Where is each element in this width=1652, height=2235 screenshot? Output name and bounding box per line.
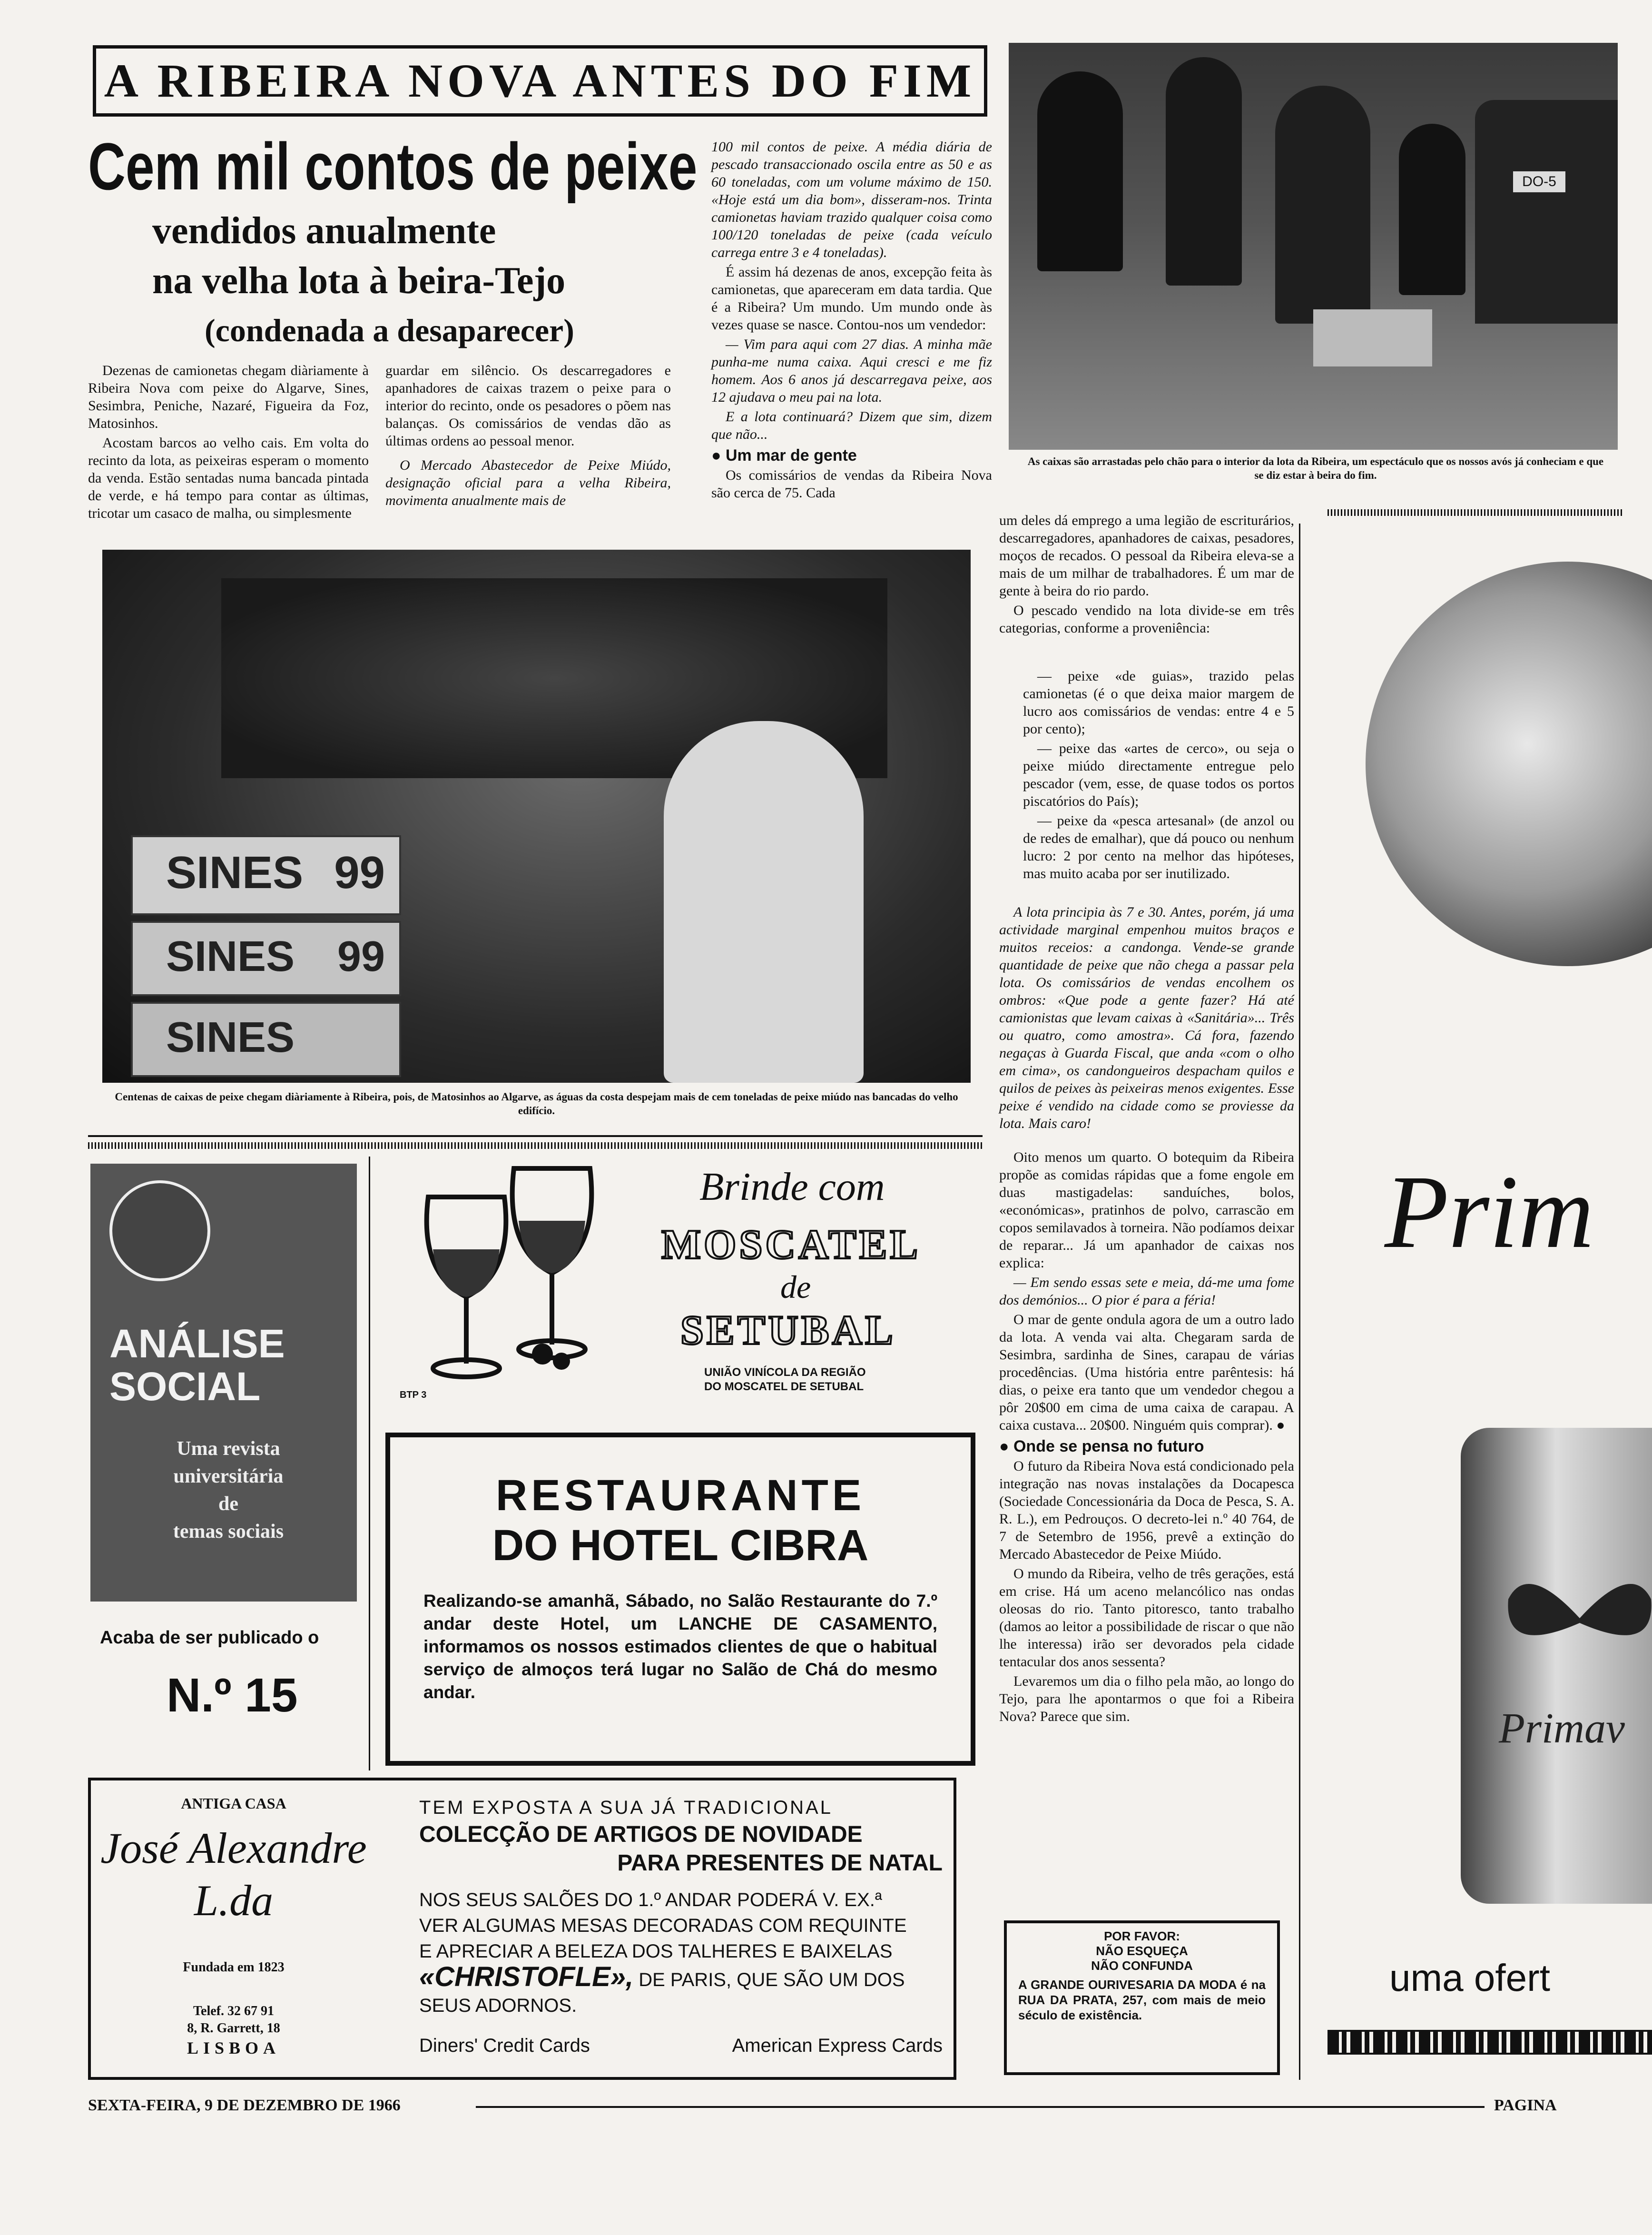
subheading-futuro: ● Onde se pensa no futuro <box>999 1437 1204 1455</box>
union-text-1: UNIÃO VINÍCOLA DA REGIÃO <box>704 1366 866 1379</box>
jose-left-panel <box>100 1790 367 2058</box>
section-banner <box>93 45 987 117</box>
jose-antiga: ANTIGA CASA <box>181 1795 286 1812</box>
headline-sub1: vendidos anualmente <box>152 210 496 252</box>
article-paragraph: E a lota continuará? Dizem que sim, dizem que não... <box>711 409 992 442</box>
jose-logo: José Alexandre L.da <box>100 1824 367 1925</box>
footer-rule <box>476 2106 1485 2108</box>
crate-label: SINES <box>166 1014 295 1061</box>
rule-line <box>88 1135 983 1137</box>
union-text-2: DO MOSCATEL DE SETUBAL <box>704 1380 864 1393</box>
seal-icon <box>109 1180 210 1281</box>
article-col2 <box>385 362 671 511</box>
article-col1 <box>88 362 369 524</box>
cover-line: de <box>218 1493 238 1515</box>
banner-text: A RIBEIRA NOVA ANTES DO FIM <box>104 54 976 107</box>
jose-line: TEM EXPOSTA A SUA JÁ TRADICIONAL <box>419 1797 833 1818</box>
ad-primavera <box>1328 524 1652 2089</box>
cover-line: temas sociais <box>173 1521 284 1543</box>
crowd-shape <box>1037 71 1123 271</box>
christofle-brand: «CHRISTOFLE», <box>419 1961 634 1992</box>
article-col3 <box>711 138 992 504</box>
crowd-shape <box>1275 86 1370 324</box>
photo-fish-market <box>102 550 971 1083</box>
jose-city: LISBOA <box>187 2038 281 2057</box>
column-divider <box>369 1157 370 1770</box>
woman-figure <box>664 721 864 1083</box>
truck-shape <box>1475 100 1618 324</box>
headline-sub2: na velha lota à beira-Tejo <box>152 260 566 302</box>
photo-lota-floor <box>1009 43 1618 450</box>
issue-number: N.º 15 <box>167 1669 298 1722</box>
bottle-label: Primav <box>1499 1705 1625 1752</box>
jose-line: COLECÇÃO DE ARTIGOS DE NOVIDADE <box>419 1822 863 1847</box>
jose-line-tail: DE PARIS, QUE SÃO UM DOS <box>633 1969 905 1990</box>
cibra-body: Realizando-se amanhã, Sábado, no Salão Restaurante do 7.º andar deste Hotel, um LANCHE DE CASAMENTO, informamos os nossos estimados clientes de que o habitual serviço de almoços terá lugar no Salão de Chá do mesmo andar. <box>423 1591 937 1702</box>
jose-telef: Telef. 32 67 91 <box>193 2004 275 2018</box>
butterfly-icon <box>1499 1561 1652 1675</box>
primavera-script: Prim <box>1385 1154 1594 1270</box>
cibra-title-2: DO HOTEL CIBRA <box>492 1521 869 1570</box>
crate <box>131 1002 401 1077</box>
magazine-cover <box>90 1164 357 1602</box>
cover-line: Uma revista <box>177 1438 280 1460</box>
subheading-mar-de-gente: ● Um mar de gente <box>711 446 857 465</box>
moscatel-name: MOSCATEL <box>661 1222 921 1268</box>
jose-address: 8, R. Garrett, 18 <box>187 2021 280 2036</box>
list-item: — peixe «de guias», trazido pelas camionetas (é o que deixa maior margem de lucro aos comissários de vendas: entre 4 e 5 por cento); <box>1023 668 1294 737</box>
footer-page: PAGINA <box>1494 2097 1557 2114</box>
article-paragraph: O Mercado Abastecedor de Peixe Miúdo, designação oficial para a velha Ribeira, movimenta anualmente mais de <box>385 457 671 508</box>
diners-card: Diners' Credit Cards <box>419 2035 590 2056</box>
jose-line: E APRECIAR A BELEZA DOS TALHERES E BAIXELAS <box>419 1941 893 1962</box>
article-col4 <box>999 512 1294 1727</box>
article-paragraph: Dezenas de camionetas chegam diàriamente à Ribeira Nova com peixe do Algarve, Sines, Sesimbra, Peniche, Nazaré, Figueira da Foz, Matosinhos. <box>88 363 369 431</box>
oferta-text: uma ofert <box>1389 1957 1550 1999</box>
crate-label: SINES <box>166 933 295 980</box>
published-text: Acaba de ser publicado o <box>100 1628 319 1648</box>
cover-line: universitária <box>173 1465 284 1487</box>
jose-line: SEUS ADORNOS. <box>419 1995 577 2016</box>
crowd-shape <box>1166 57 1242 286</box>
ad-analise-social <box>90 1164 362 1768</box>
photo-caption-main: Centenas de caixas de peixe chegam diàriamente à Ribeira, pois, de Matosinhos ao Algarve, as águas da costa despejam mais de cem toneladas de peixe miúdo nas bancadas do velho edifício. <box>115 1091 958 1117</box>
rule-hatch <box>88 1142 983 1149</box>
ouriv-body: A GRANDE OURIVESARIA DA MODA é na RUA DA PRATA, 257, com mais de meio século de existência. <box>1018 1978 1266 2022</box>
list-item: — peixe da «pesca artesanal» (de anzol ou de redes de emalhar), que dá pouco ou nenhum lucro: 2 por cento na melhor das hipóteses, mas muito acaba por ser inutilizado. <box>1023 813 1294 881</box>
wine-glasses-icon <box>400 1154 619 1383</box>
article-paragraph: É assim há dezenas de anos, excepção feita às camionetas, que apareceram em data tardia. Que é a Ribeira? Um mundo. Um mundo onde às vezes quase se nasce. Contou-nos um vendedor: <box>711 264 992 333</box>
model-portrait <box>1366 562 1652 966</box>
ouriv-line: NÃO CONFUNDA <box>1091 1958 1193 1973</box>
footer-date: SEXTA-FEIRA, 9 DE DEZEMBRO DE 1966 <box>88 2097 401 2114</box>
cover-title-2: SOCIAL <box>109 1364 261 1409</box>
ouriv-line: NÃO ESQUEÇA <box>1096 1944 1188 1958</box>
jose-line: PARA PRESENTES DE NATAL <box>617 1850 943 1876</box>
article-paragraph: O futuro da Ribeira Nova está condicionado pela integração nas novas instalações da Docapesca (Sociedade Concessionária da Doca de Pesca, S. A. R. L.), em Pedrouços. O decreto-lei n.º 40 764, de 7 de Setembro de 1956, prevê a extinção do Mercado Abastecedor de Peixe Miúdo. <box>999 1458 1294 1562</box>
jose-line: NOS SEUS SALÕES DO 1.º ANDAR PODERÁ V. EX.ª <box>419 1889 882 1910</box>
ad-jose-alexandre <box>88 1778 956 2080</box>
article-paragraph: A lota principia às 7 e 30. Antes, porém, já uma actividade marginal empenhou muitos braços e muitos receios: a candonga. Vende-se grande quantidade de peixe que não chega a passar pela lota. Os comissários de vendas encolhem os ombros: «Que pode a gente fazer? Há até camionistas que levam caixas à «Sanitária»... Três ou quatro, como amostra». Cá fora, fazendo negaças à Guarda Fiscal, que anda «com o olho em cima», os candongueiros despacham quilos e quilos de peixes às peixeiras menos exigentes. Esse peixe é vendido na cidade como se proviesse da lota. Mais caro! <box>999 904 1294 1131</box>
brinde-text: Brinde com <box>699 1165 885 1209</box>
card-row <box>419 2033 943 2058</box>
greek-key-border <box>1328 2030 1652 2055</box>
truck-plate: DO-5 <box>1513 171 1565 192</box>
article-paragraph: — Em sendo essas sete e meia, dá-me uma fome dos demónios... O pior é para a féria! <box>999 1275 1294 1308</box>
article-paragraph: Oito menos um quarto. O botequim da Ribeira propõe as comidas rápidas que a fome engole em duas mastigadelas: sanduíches, bolos, «económicas», pratinhos de polvo, carrascão em copos semilavados à torneira. Não podíamos deixar de reparar... Já um apanhador de caixas nos explica: <box>999 1149 1294 1271</box>
ouriv-line: POR FAVOR: <box>1104 1929 1180 1943</box>
perfume-bottle <box>1461 1428 1652 1904</box>
moscatel-de: de <box>780 1269 811 1305</box>
crate <box>131 835 401 915</box>
moscatel-setubal: SETUBAL <box>680 1307 896 1354</box>
jose-fundada: Fundada em 1823 <box>183 1960 285 1975</box>
rule-hatch <box>1328 509 1622 516</box>
crowd-shape <box>1399 124 1465 295</box>
jose-line: VER ALGUMAS MESAS DECORADAS COM REQUINTE <box>419 1915 907 1936</box>
cibra-title-1: RESTAURANTE <box>495 1471 865 1520</box>
article-paragraph: — Vim para aqui com 27 dias. A minha mãe punha-me numa caixa. Aqui cresci e me fiz homem. Aos 6 anos já descarregava peixe, aos 12 ajudava o meu pai na lota. <box>711 336 992 405</box>
jose-right-panel <box>419 1795 943 2058</box>
list-item: — peixe das «artes de cerco», ou seja o peixe miúdo directamente entregue pelo pescador (vem, esse, de quase todos os portos piscatórios do País); <box>1023 741 1294 809</box>
crate-number: 99 <box>334 847 385 898</box>
cover-body <box>128 1435 328 1545</box>
ad-ourivesaria <box>1004 1920 1280 2075</box>
article-paragraph: um deles dá emprego a uma legião de escriturários, descarregadores, apanhadores de caixas, pesadores, moços de recados. O pessoal da Ribeira eleva-se a mais de um milhar de trabalhadores. É um mar de gente à beira do rio pardo. <box>999 513 1294 599</box>
amex-card: American Express Cards <box>732 2035 943 2056</box>
ad-restaurante-cibra <box>385 1433 975 1766</box>
article-paragraph: O mundo da Ribeira, velho de três gerações, está em crise. Há um aceno melancólico nas ondas oleosas do rio. Tanto pitoresco, tanto trabalho (damos ao leitor a possibilidade de riscar o que não lhe interessa) irão ser devorados pela cidade tentacular dos anos sessenta? <box>999 1566 1294 1670</box>
photo-caption-top: As caixas são arrastadas pelo chão para o interior da lota da Ribeira, um espectáculo que os nossos avós já conheciam e que se diz estar à beira do fim. <box>1027 455 1604 481</box>
headline-sub3: (condenada a desaparecer) <box>205 312 574 348</box>
article-paragraph: Acostam barcos ao velho cais. Em volta do recinto da lota, as peixeiras esperam o momento da venda. Estão sentadas numa bancada pintada de verde, e há tempo para contar as últimas, tricotar um casaco de malha, ou simplesmente <box>88 435 369 521</box>
jose-line <box>419 1961 943 1993</box>
crate-label: SINES <box>166 847 304 898</box>
crate-number: 99 <box>337 933 385 980</box>
moscatel-code: BTP 3 <box>400 1390 427 1400</box>
article-paragraph: O mar de gente ondula agora de um a outro lado da lota. A venda vai alta. Chegaram sarda de Sesimbra, sardinha de Sines, carapau de várias procedências. (Uma história entre parêntesis: há dias, o peixe era tanto que um vendedor chegou a pôr 20$00 em cima de uma caixa de carapau. A caixa custava... 20$00. Ninguém quis comprar). ● <box>999 1312 1294 1433</box>
ad-moscatel <box>381 1154 985 1406</box>
article-paragraph: Levaremos um dia o filho pela mão, ao longo do Tejo, para lhe apontarmos o que foi a Ribeira Nova? Parece que sim. <box>999 1673 1294 1724</box>
article-paragraph: Os comissários de vendas da Ribeira Nova são cerca de 75. Cada <box>711 467 992 501</box>
cover-title-1: ANÁLISE <box>109 1321 285 1366</box>
crate <box>131 921 401 996</box>
fish-box <box>1313 309 1432 366</box>
article-paragraph: guardar em silêncio. Os descarregadores e apanhadores de caixas trazem o peixe para o interior do recinto, onde os pesadores o põem nas balanças. Os comissários de vendas dão as últimas ordens ao pessoal menor. <box>385 363 671 449</box>
article-paragraph: 100 mil contos de peixe. A média diária de pescado transaccionado oscila entre as 50 e as 60 toneladas, com um volume máximo de 150. «Hoje está um dia bom», disseram-nos. Trinta camionetas haviam trazido qualquer coisa como 100/120 toneladas de peixe (cada veículo carrega entre 3 e 4 toneladas). <box>711 139 992 260</box>
article-paragraph: O pescado vendido na lota divide-se em três categorias, conforme a proveniência: <box>999 603 1294 636</box>
column-divider <box>1299 524 1300 2080</box>
headline-main: Cem mil contos de peixe <box>88 129 698 204</box>
